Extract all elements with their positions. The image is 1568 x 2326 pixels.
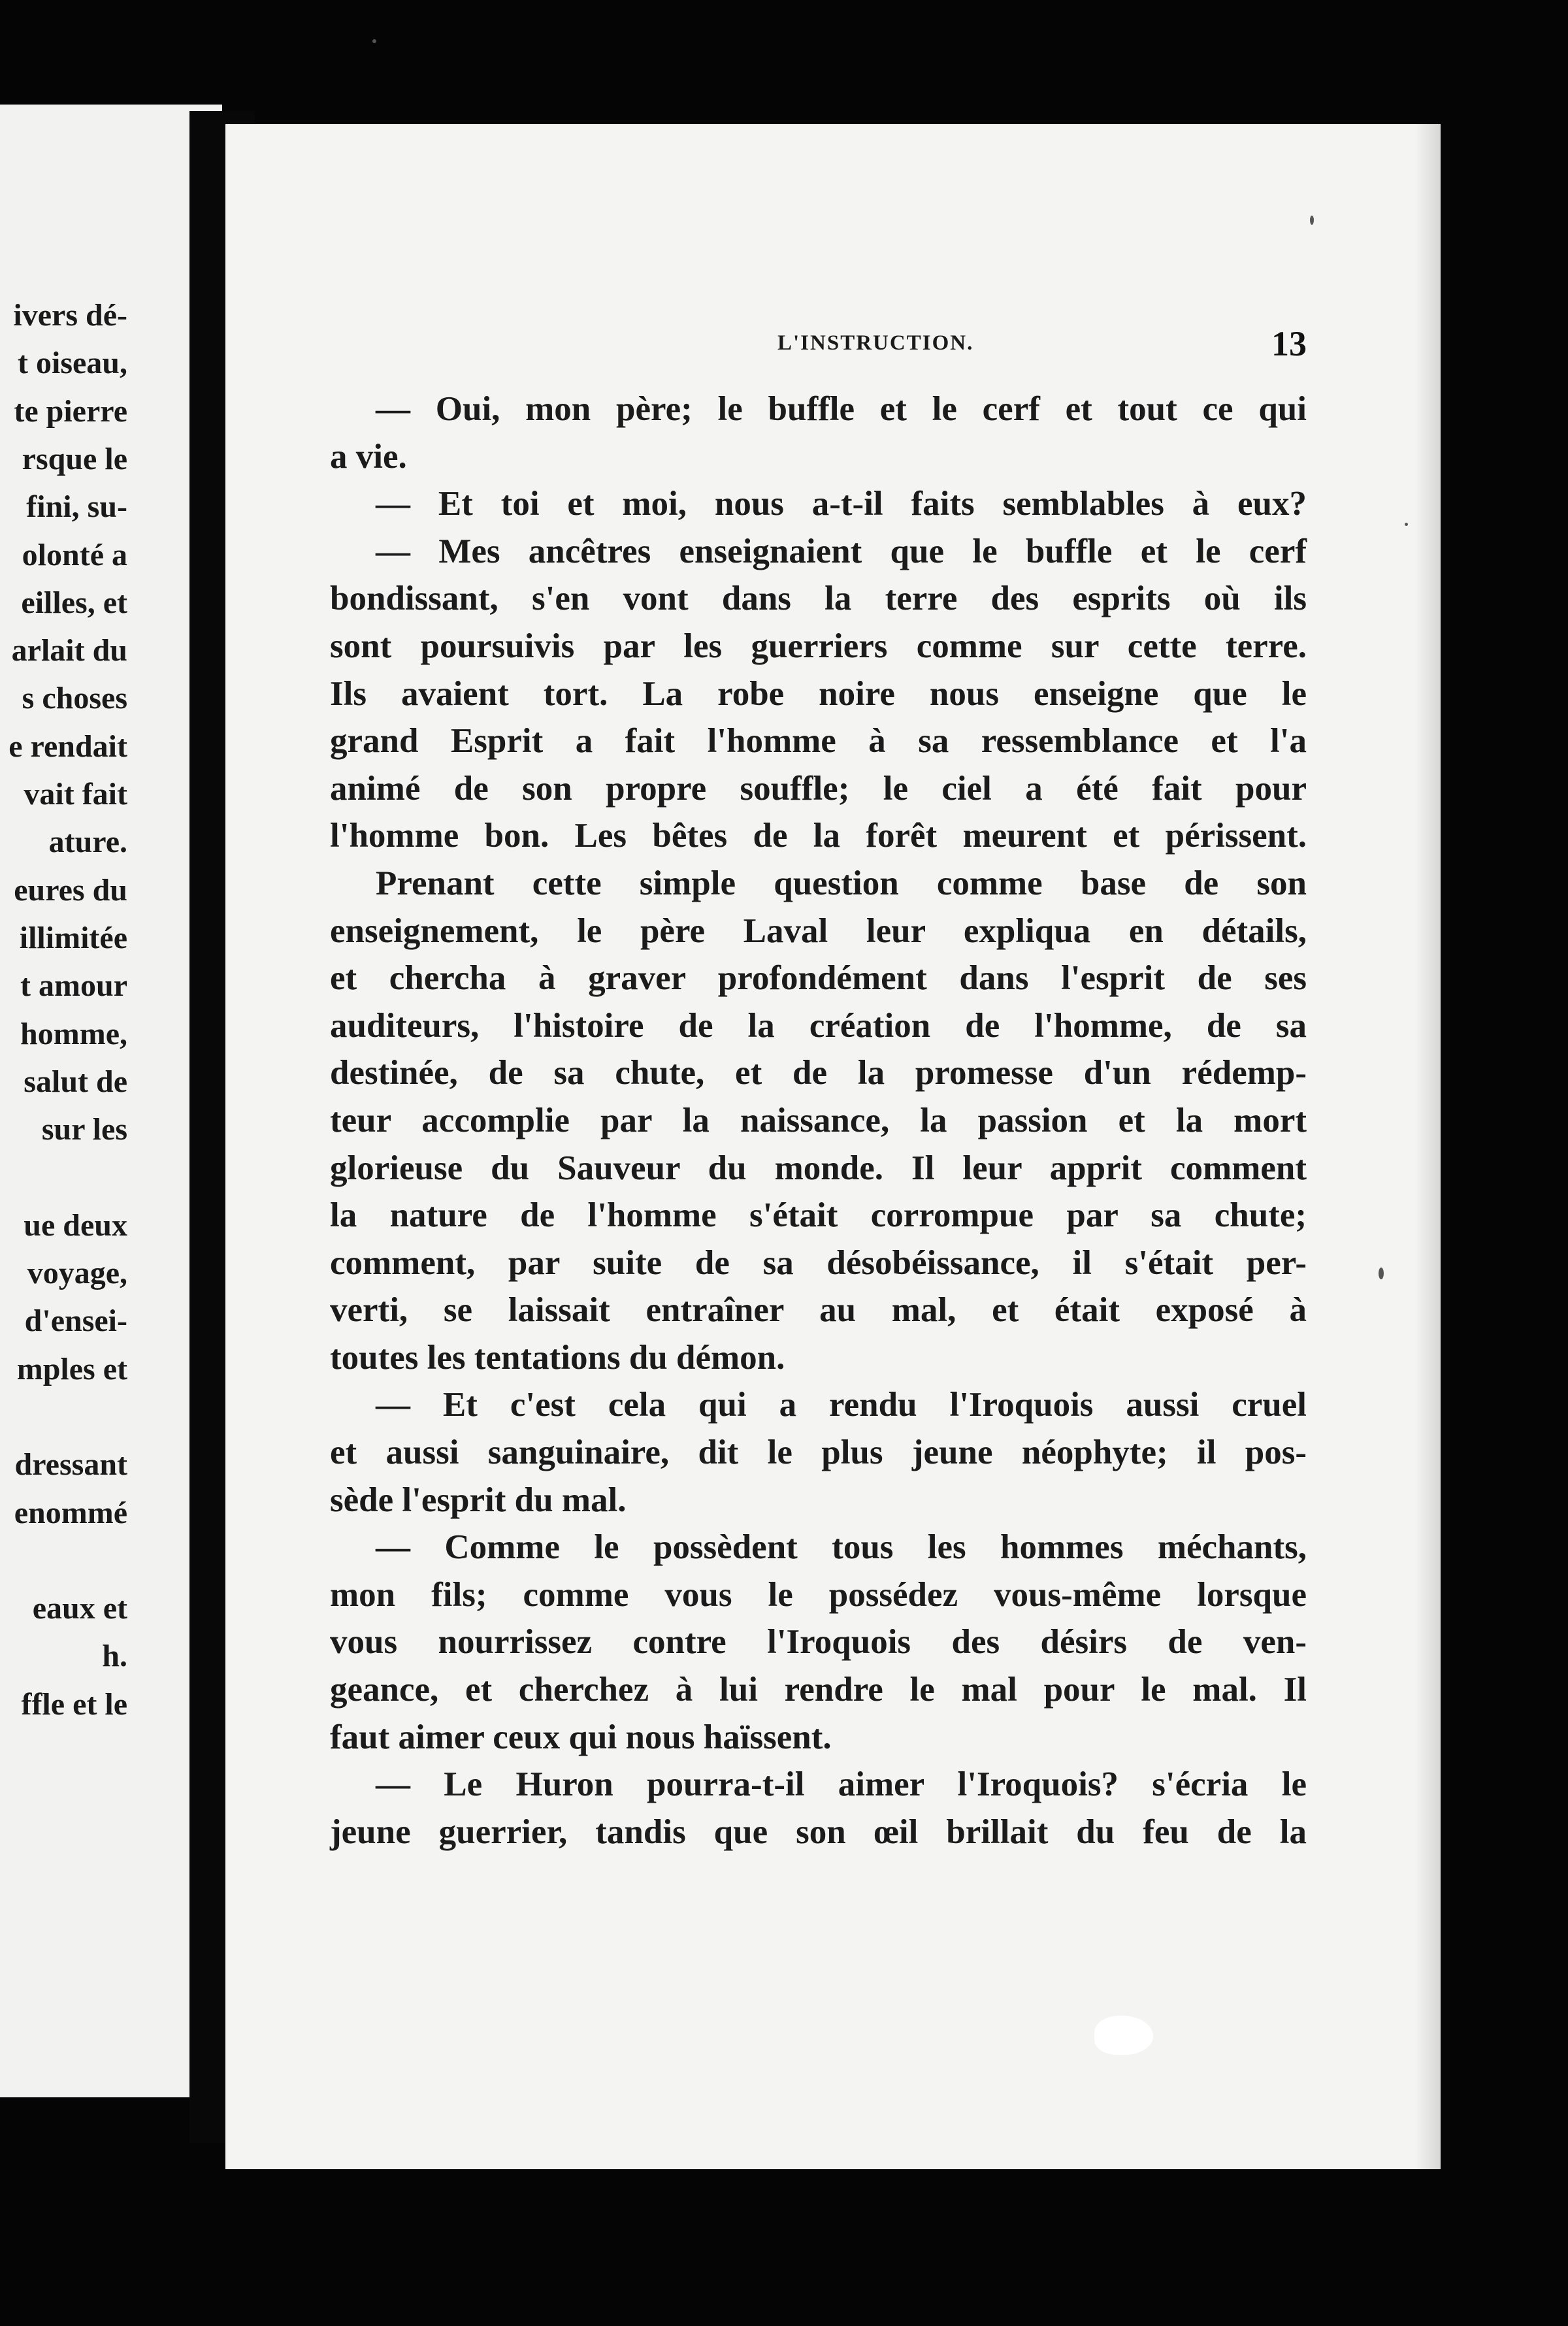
left-page-line: ature. [48,825,127,860]
book-page [225,124,1441,2169]
text-line: geance, et cherchez à lui rendre le mal pour le mal. Il [330,1671,1307,1709]
text-line: Ils avaient tort. La robe noire nous enseigne que le [330,674,1307,713]
left-page-line: t oiseau, [18,346,127,381]
left-page-line: olonté a [22,537,127,572]
text-line: bondissant, s'en vont dans la terre des esprits où ils [330,580,1307,618]
left-page-line: h. [102,1639,127,1674]
text-line: animé de son propre souffle; le ciel a été fait pour [330,769,1307,808]
left-page-line: ivers dé- [13,298,127,333]
text-line: teur accomplie par la naissance, la passion et la mort [330,1101,1307,1139]
left-page-line: d'ensei- [24,1303,127,1339]
left-page-line: mples et [16,1351,127,1386]
text-line: verti, se laissait entraîner au mal, et était exposé à [330,1291,1307,1330]
text-line: — Mes ancêtres enseignaient que le buffle et le cerf [376,532,1307,570]
left-page-line: t amour [20,968,127,1004]
text-line: — Le Huron pourra-t-il aimer l'Iroquois? s'écria le [376,1765,1307,1804]
text-line: auditeurs, l'histoire de la création de l'homme, de sa [330,1006,1307,1045]
text-line: grand Esprit a fait l'homme à sa ressemblance et l'a [330,722,1307,761]
text-line: destinée, de sa chute, et de la promesse d'un rédemp- [330,1054,1307,1092]
text-line: toutes les tentations du démon. [330,1338,785,1377]
text-line: et aussi sanguinaire, dit le plus jeune néophyte; il pos- [330,1433,1307,1472]
left-page-line: eaux et [32,1591,127,1626]
text-line: et chercha à graver profondément dans l'esprit de ses [330,959,1307,998]
text-line: glorieuse du Sauveur du monde. Il leur apprit comment [330,1149,1307,1187]
text-line: vous nourrissez contre l'Iroquois des désirs de ven- [330,1623,1307,1662]
paper-blot [1094,2016,1153,2055]
text-line: enseignement, le père Laval leur expliqua en détails, [330,911,1307,950]
left-page-line: enommé [14,1495,127,1530]
dust-speck [1310,216,1314,225]
left-page-line: dressant [14,1447,127,1482]
dust-speck [372,39,376,43]
left-page-line: fini, su- [26,489,127,525]
previous-page-fragment [0,105,222,2097]
left-page-line: te pierre [14,393,127,429]
page-header [330,323,1307,376]
left-page-line: voyage, [27,1256,127,1290]
text-line: faut aimer ceux qui nous haïssent. [330,1718,832,1756]
left-page-line: ffle et le [21,1686,127,1722]
page-number: 13 [1271,324,1307,363]
left-page-line: vait fait [24,777,127,811]
left-page-line: ue deux [24,1207,127,1243]
page-edge-shadow [1414,124,1441,2169]
left-page-line: rsque le [22,441,127,476]
text-line: mon fils; comme vous le possédez vous-même lorsque [330,1575,1307,1614]
dust-speck [1379,1268,1384,1279]
left-page-line: sur les [41,1112,127,1147]
text-line: — Et toi et moi, nous a-t-il faits semblables à eux? [376,485,1307,523]
text-line: la nature de l'homme s'était corrompue par sa chute; [330,1196,1307,1235]
left-page-line: eures du [14,872,127,908]
text-line: — Comme le possèdent tous les hommes méchants, [376,1528,1307,1567]
running-title: L'INSTRUCTION. [777,331,974,355]
text-line: Prenant cette simple question comme base de son [376,864,1307,902]
left-page-line: illimitée [19,920,127,955]
text-line: l'homme bon. Les bêtes de la forêt meurent et périssent. [330,817,1307,855]
text-line: jeune guerrier, tandis que son œil brillait du feu de la [330,1812,1307,1851]
dust-speck [1405,523,1408,526]
left-page-line: eilles, et [21,585,127,620]
left-page-line: e rendait [8,729,127,764]
text-line: — Et c'est cela qui a rendu l'Iroquois aussi cruel [376,1386,1307,1424]
left-page-line: s choses [22,681,127,716]
page-body-text [330,385,1307,1856]
left-page-line: salut de [24,1064,127,1099]
text-line: — Oui, mon père; le buffle et le cerf et tout ce qui [376,390,1307,428]
left-page-line: homme, [20,1016,127,1051]
text-line: sont poursuivis par les guerriers comme sur cette terre. [330,627,1307,665]
text-line: sède l'esprit du mal. [330,1481,627,1519]
text-line: a vie. [330,437,407,476]
text-line: comment, par suite de sa désobéissance, il s'était per- [330,1243,1307,1282]
left-page-line: arlait du [11,633,127,668]
